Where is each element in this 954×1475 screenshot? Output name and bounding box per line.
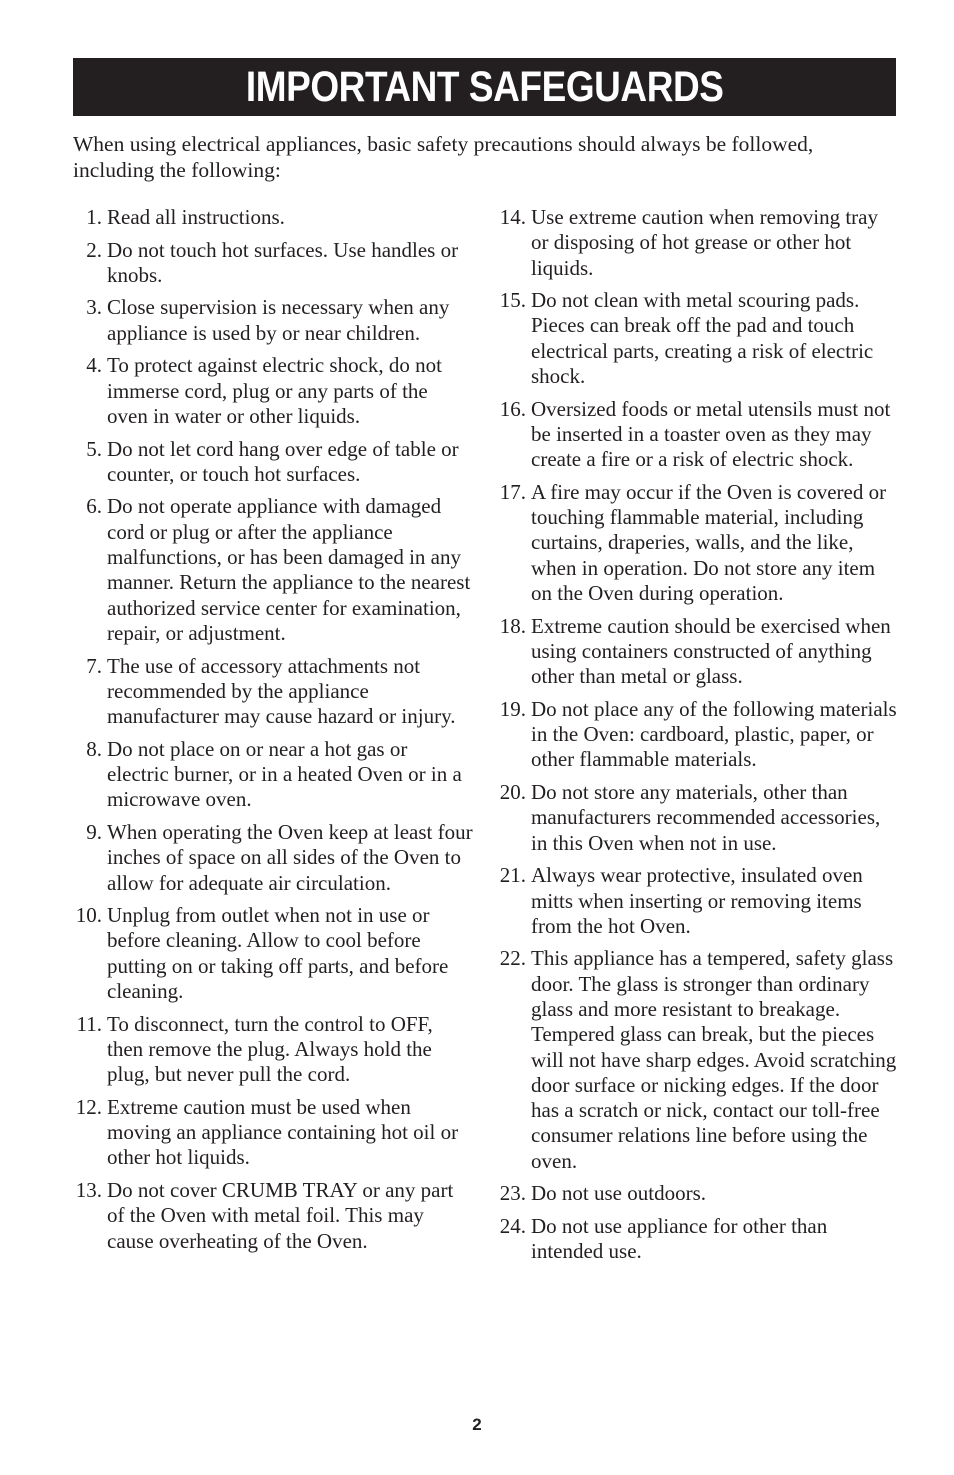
item-number: 20.	[499, 780, 526, 805]
list-item	[73, 1012, 473, 1088]
item-number: 8.	[86, 736, 102, 761]
item-text: Do not operate appliance with damaged cord or plug or after the appliance malfunctions, or has been damaged in any manner. Return the appliance to the nearest authorized service center for examination, repair, or adjustment.	[107, 494, 471, 645]
item-number: 16.	[499, 396, 526, 421]
item-text: A fire may occur if the Oven is covered or touching flammable material, including curtains, draperies, walls, and the like, when in operation. Do not store any item on the Oven during operation.	[531, 479, 887, 606]
item-text: Do not use outdoors.	[531, 1181, 706, 1206]
list-item	[73, 238, 473, 289]
item-number: 21.	[499, 863, 526, 888]
item-text: Close supervision is necessary when any appliance is used by or near children.	[107, 295, 450, 345]
item-text: This appliance has a tempered, safety glass door. The glass is stronger than ordinary glass and more resistant to breakage. Tempered glass can break, but the pieces will not have sharp edges. Avoid scratching door surface or nicking edges. If the door has a scratch or nick, contact our toll-free consumer relations line before using the oven.	[531, 946, 897, 1173]
list-item	[73, 437, 473, 488]
list-item	[73, 205, 473, 230]
item-number: 19.	[499, 696, 526, 721]
list-item	[497, 946, 900, 1174]
list-item	[497, 1214, 900, 1265]
item-text: Do not store any materials, other than manufacturers recommended accessories, in this Oven when not in use.	[531, 780, 881, 855]
list-item	[73, 295, 473, 346]
item-number: 18.	[499, 613, 526, 638]
item-number: 15.	[499, 288, 526, 313]
item-number: 22.	[499, 946, 526, 971]
item-text: Unplug from outlet when not in use or before cleaning. Allow to cool before putting on or taking off parts, and before cleaning.	[107, 903, 449, 1003]
list-item	[497, 780, 900, 856]
list-item	[73, 903, 473, 1004]
item-text: Do not let cord hang over edge of table or counter, or touch hot surfaces.	[107, 436, 459, 486]
list-item	[497, 697, 900, 773]
intro-paragraph: When using electrical appliances, basic safety precautions should always be followed, including the following:	[73, 132, 814, 182]
list-item	[73, 737, 473, 813]
item-number: 3.	[86, 295, 102, 320]
list-item	[497, 205, 900, 281]
item-number: 14.	[499, 205, 526, 229]
item-text: When operating the Oven keep at least four inches of space on all sides of the Oven to allow for adequate air circulation.	[107, 819, 473, 895]
list-item	[497, 288, 900, 389]
list-item	[73, 1095, 473, 1171]
item-text: Use extreme caution when removing tray or disposing of hot grease or other hot liquids.	[531, 205, 878, 280]
item-text: Do not use appliance for other than intended use.	[531, 1213, 828, 1264]
list-item	[497, 480, 900, 606]
item-number: 11.	[76, 1011, 102, 1036]
item-text: Read all instructions.	[107, 205, 285, 229]
item-number: 6.	[86, 494, 102, 519]
item-number: 24.	[499, 1213, 526, 1238]
item-text: Extreme caution must be used when moving an appliance containing hot oil or other hot liquids.	[107, 1094, 459, 1170]
safeguards-list-left	[73, 205, 473, 1261]
item-text: Do not cover CRUMB TRAY or any part of the Oven with metal foil. This may cause overheating of the Oven.	[107, 1177, 454, 1253]
item-number: 23.	[499, 1181, 526, 1206]
list-item	[73, 353, 473, 429]
item-text: Oversized foods or metal utensils must not be inserted in a toaster oven as they may create a fire or a risk of electric shock.	[531, 396, 891, 472]
page-number: 2	[472, 1415, 482, 1434]
list-item	[73, 1178, 473, 1254]
item-text: To disconnect, turn the control to OFF, then remove the plug. Always hold the plug, but never pull the cord.	[107, 1011, 433, 1087]
item-text: Extreme caution should be exercised when using containers constructed of anything other than metal or glass.	[531, 613, 891, 689]
list-item	[497, 863, 900, 939]
item-text: Do not place any of the following materials in the Oven: cardboard, plastic, paper, or other flammable materials.	[531, 696, 897, 772]
safeguards-list-right	[497, 205, 900, 1272]
item-text: Always wear protective, insulated oven mitts when inserting or removing items from the hot Oven.	[531, 863, 863, 938]
item-number: 9.	[86, 819, 102, 844]
item-text: The use of accessory attachments not recommended by the appliance manufacturer may cause hazard or injury.	[107, 653, 456, 729]
item-number: 10.	[75, 903, 102, 928]
item-number: 12.	[75, 1094, 102, 1119]
item-text: Do not place on or near a hot gas or electric burner, or in a heated Oven or in a microwave oven.	[107, 736, 462, 812]
title-banner	[73, 58, 896, 116]
item-text: Do not touch hot surfaces. Use handles or knobs.	[107, 237, 459, 287]
item-number: 2.	[86, 237, 102, 262]
item-number: 5.	[86, 436, 102, 461]
list-item	[497, 614, 900, 690]
item-text: Do not clean with metal scouring pads. Pieces can break off the pad and touch electrical parts, creating a risk of electric shock.	[531, 288, 874, 389]
item-number: 1.	[86, 205, 102, 229]
item-number: 17.	[499, 479, 526, 504]
item-text: To protect against electric shock, do not immerse cord, plug or any parts of the oven in water or other liquids.	[107, 353, 443, 428]
list-item	[497, 1181, 900, 1206]
item-number: 4.	[86, 353, 102, 378]
list-item	[497, 397, 900, 473]
list-item	[73, 654, 473, 730]
item-number: 7.	[86, 653, 102, 678]
page-title: IMPORTANT SAFEGUARDS	[245, 62, 724, 111]
list-item	[73, 494, 473, 646]
list-item	[73, 820, 473, 896]
item-number: 13.	[75, 1177, 102, 1202]
